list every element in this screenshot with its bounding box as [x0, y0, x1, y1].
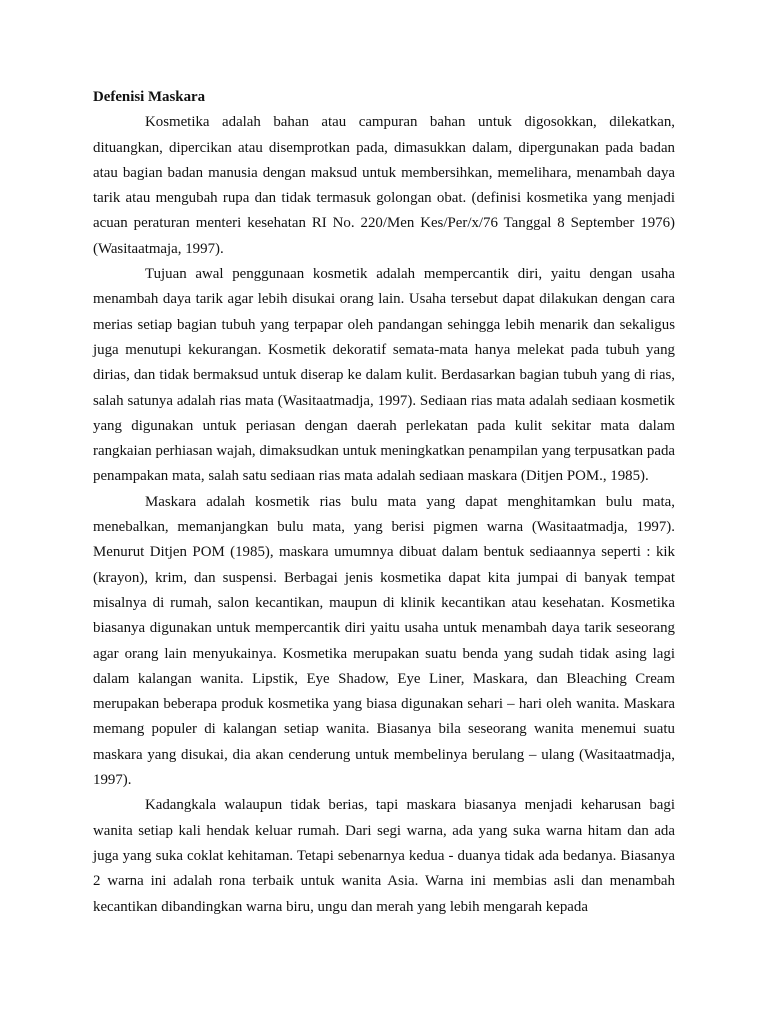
paragraph-definition: Kosmetika adalah bahan atau campuran bahan untuk digosokkan, dilekatkan, dituangkan, dipercikan atau disemprotkan pada, dimasukkan dalam, dipergunakan pada badan atau bagian badan manusia dengan maksud untuk membersihkan, memelihara, menambah daya tarik atau mengubah rupa dan tidak termasuk golongan obat. (definisi kosmetika yang menjadi acuan peraturan menteri kesehatan RI No. 220/Men Kes/Per/x/76 Tanggal 8 September 1976) (Wasitaatmaja, 1997). — [93, 114, 675, 257]
section-heading: Defenisi Maskara — [93, 89, 206, 105]
paragraph-purpose: Tujuan awal penggunaan kosmetik adalah mempercantik diri, yaitu dengan usaha menambah daya tarik agar lebih disukai orang lain. Usaha tersebut dapat dilakukan dengan cara merias setiap bagian tubuh yang terpapar oleh pandangan sehingga lebih menarik dan sekaligus juga menutupi kekurangan. Kosmetik dekoratif semata-mata hanya melekat pada tubuh yang dirias, dan tidak bermaksud untuk diserap ke dalam kulit. Berdasarkan bagian tubuh yang di rias, salah satunya adalah rias mata (Wasitaatmadja, 1997). Sediaan rias mata adalah sediaan kosmetik yang digunakan untuk periasan dengan daerah perlekatan pada kulit sekitar mata dalam rangkaian perhiasan wajah, dimaksudkan untuk meningkatkan penampilan yang terpusatkan pada penampakan mata, salah satu sediaan rias mata adalah sediaan maskara (Ditjen POM., 1985). — [93, 266, 675, 485]
paragraph-mascara: Maskara adalah kosmetik rias bulu mata yang dapat menghitamkan bulu mata, menebalkan, memanjangkan bulu mata, yang berisi pigmen warna (Wasitaatmadja, 1997). Menurut Ditjen POM (1985), maskara umumnya dibuat dalam bentuk sediaannya seperti : kik (krayon), krim, dan suspensi. Berbagai jenis kosmetika dapat kita jumpai di banyak tempat misalnya di rumah, salon kecantikan, maupun di klinik kecantikan atau kesehatan. Kosmetika biasanya digunakan untuk mempercantik diri yaitu usaha untuk menambah daya tarik seseorang agar orang lain menyukainya. Kosmetika merupakan suatu benda yang sudah tidak asing lagi dalam kalangan wanita. Lipstik, Eye Shadow, Eye Liner, Maskara, dan Bleaching Cream merupakan beberapa produk kosmetika yang biasa digunakan sehari – hari oleh wanita. Maskara memang populer di kalangan setiap wanita. Biasanya bila seseorang wanita menemui suatu maskara yang disukai, dia akan cenderung untuk membelinya berulang – ulang (Wasitaatmadja, 1997). — [93, 493, 675, 789]
document-page — [93, 85, 675, 920]
paragraph-colors: Kadangkala walaupun tidak berias, tapi maskara biasanya menjadi keharusan bagi wanita setiap kali hendak keluar rumah. Dari segi warna, ada yang suka warna hitam dan ada juga yang suka coklat kehitaman. Tetapi sebenarnya kedua - duanya tidak ada bedanya. Biasanya 2 warna ini adalah rona terbaik untuk wanita Asia. Warna ini membias asli dan menambah kecantikan dibandingkan warna biru, ungu dan merah yang lebih mengarah kepada — [93, 797, 675, 915]
